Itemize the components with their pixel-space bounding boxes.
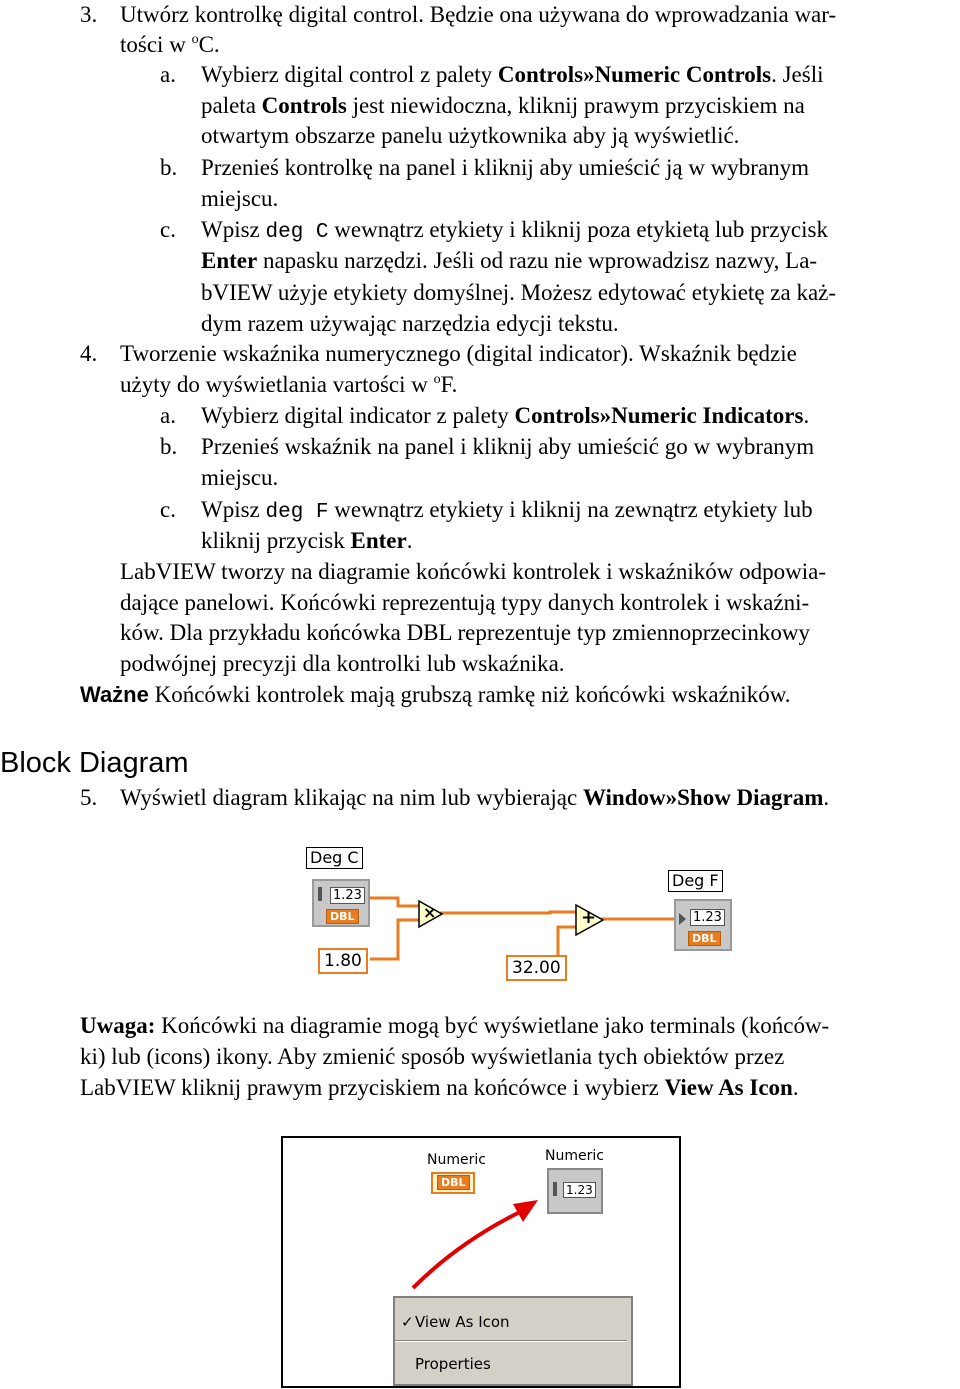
uwaga-text-3: LabVIEW kliknij prawym przyciskiem na końcówce i wybierz View As Icon. [80,1075,799,1100]
context-menu [393,1296,633,1386]
step3a-text-1: Wybierz digital control z palety Controls»Numeric Controls. Jeśli [201,62,824,87]
step3a-text-2: paleta Controls jest niewidoczna, kliknij prawym przyciskiem na [201,93,805,118]
degf-label[interactable]: Deg F [668,870,723,892]
numeric-label-right: Numeric [545,1148,604,1164]
step3-number: 3. [80,2,98,27]
view-as-icon-screenshot [281,1136,681,1388]
menu-item-properties-label: Properties [415,1355,491,1373]
step4b-text-2: miejscu. [201,465,279,490]
degc-value: 1.23 [330,887,365,904]
step4-number: 4. [80,341,98,366]
red-arrow-shaft [413,1213,518,1288]
step4c-mark: c. [160,497,176,522]
step3c-text-2: Enter napasku narzędzi. Jeśli od razu nie wprowadzisz nazwy, La- [201,248,818,273]
step4-text-1: Tworzenie wskaźnika numerycznego (digital indicator). Wskaźnik będzie [120,341,797,366]
step3-text-2: tości w $^o$C. [120,32,220,57]
para-text-1: LabVIEW tworzy na diagramie końcówki kontrolek i wskaźników odpowia- [120,559,826,584]
step3a-text-3: otwartym obszarze panelu użytkownika aby ją wyświetlić. [201,123,740,148]
para-text-2: dające panelowi. Końcówki reprezentują typy danych kontrolek i wskaźni- [120,590,810,615]
degf-dbl-badge: DBL [688,931,721,946]
step3a-mark: a. [160,62,176,87]
multiply-symbol: × [423,903,437,922]
important-note-text: Ważne Końcówki kontrolek mają grubszą ramkę niż końcówki wskaźników. [80,682,791,707]
red-arrow-head [513,1200,538,1222]
para-text-3: ków. Dla przykładu końcówka DBL reprezentuje typ zmiennoprzecinkowy [120,620,810,645]
wire-degc-to-mul [370,898,419,906]
indicator-arrow-icon [679,913,686,925]
wire-mul-to-add [440,912,576,913]
numeric-label-left: Numeric [427,1152,486,1168]
step4-text-2: użyty do wyświetlania vartości w $^o$F. [120,372,458,397]
step3-text-1: Utwórz kontrolkę digital control. Będzie ona używana do wprowadzania war- [120,2,837,27]
step3c-mark: c. [160,217,176,242]
numeric-dbl-badge: DBL [437,1175,470,1190]
degc-terminal[interactable] [312,879,370,927]
control-arrow-icon [318,887,322,901]
section-heading: Block Diagram [0,747,189,779]
uwaga-text-1: Uwaga: Końcówki na diagramie mogą być wyświetlane jako terminals (końców- [80,1013,830,1038]
numeric-icon-value: 1.23 [563,1182,596,1198]
step3b-mark: b. [160,155,178,180]
wire-const1-to-mul [370,920,419,959]
const-32-00[interactable]: 32.00 [506,955,567,981]
degc-label[interactable]: Deg C [306,847,363,869]
para-text-4: podwójnej precyzji dla kontrolki lub wskaźnika. [120,651,565,676]
step3b-text-1: Przenieś kontrolkę na panel i kliknij aby umieścić ją w wybranym [201,155,810,180]
step5-text: Wyświetl diagram klikając na nim lub wybierając Window»Show Diagram. [120,785,830,810]
step3c-text-1: Wpisz deg C wewnątrz etykiety i kliknij poza etykietą lub przycisk [201,217,828,244]
const-1-80[interactable]: 1.80 [318,948,368,974]
step3c-text-3: bVIEW użyje etykiety domyślnej. Możesz edytować etykietę za każ- [201,280,837,305]
step4a-mark: a. [160,403,176,428]
step3c-text-4: dym razem używając narzędzia edycji tekstu. [201,311,619,336]
menu-item-view-as-icon-label: View As Icon [415,1313,510,1331]
step4b-mark: b. [160,434,178,459]
step3b-text-2: miejscu. [201,186,279,211]
step4c-text-1: Wpisz deg F wewnątrz etykiety i kliknij na zewnątrz etykiety lub [201,497,813,524]
degf-value: 1.23 [690,909,725,926]
step4c-text-2: kliknij przycisk Enter. [201,528,413,553]
uwaga-text-2: ki) lub (icons) ikony. Aby zmienić sposób wyświetlania tych obiektów przez [80,1044,785,1069]
degf-terminal[interactable] [674,899,732,951]
checkmark-icon: ✓ [401,1313,414,1331]
step4b-text-1: Przenieś wskaźnik na panel i kliknij aby umieścić go w wybranym [201,434,815,459]
step4a-text-1: Wybierz digital indicator z palety Controls»Numeric Indicators. [201,403,810,428]
step5-number: 5. [80,785,98,810]
block-diagram-figure [302,843,757,978]
menu-divider [395,1340,627,1342]
degc-dbl-badge: DBL [326,909,359,924]
add-symbol: + [581,907,597,928]
